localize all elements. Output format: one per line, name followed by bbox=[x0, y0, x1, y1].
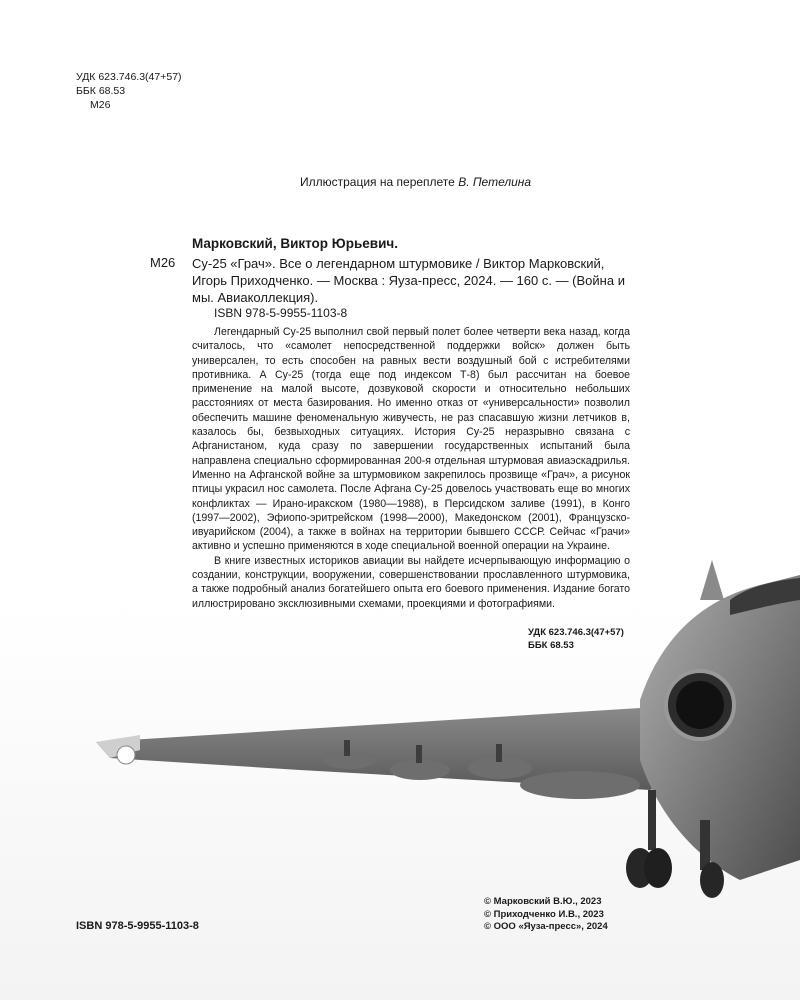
annotation bbox=[192, 325, 630, 611]
bbk-code: ББК 68.53 bbox=[76, 85, 126, 97]
isbn-bottom: ISBN 978-5-9955-1103-8 bbox=[76, 920, 199, 932]
copyright-line: © Приходченко И.В., 2023 bbox=[484, 908, 604, 920]
udk-block-top bbox=[76, 70, 182, 112]
copyright-line: © ООО «Яуза-пресс», 2024 bbox=[484, 921, 608, 932]
udk-code: УДК 623.746.3(47+57) bbox=[76, 71, 182, 83]
catalog-code: М26 bbox=[150, 255, 176, 270]
illustration-credit bbox=[300, 175, 531, 189]
udk-block-right bbox=[528, 626, 624, 652]
illustration-artist: В. Петелина bbox=[458, 175, 532, 189]
illustration-prefix: Иллюстрация на переплете bbox=[300, 175, 459, 189]
author-mark: М26 bbox=[90, 99, 111, 111]
bibliographic-entry: Су-25 «Грач». Все о легендарном штурмовике / Виктор Марковский, Игорь Приходченко. — Москва : Яуза-пресс, 2024. — 160 с. — (Война и мы. Авиаколлекция). bbox=[192, 256, 625, 305]
copyright-block bbox=[484, 896, 608, 934]
annotation-paragraph-2: В книге известных историков авиации вы найдете исчерпывающую информацию о создании, конструкции, вооружении, совершенствовании прославленного штурмовика, а также подробный анализ богатейшего опыта его боевого применения. Издание богато иллюстрировано эксклюзивными схемами, проекциями и фотографиями. bbox=[192, 554, 630, 610]
bbk-code-right: ББК 68.53 bbox=[528, 640, 574, 651]
annotation-paragraph-1: Легендарный Су-25 выполнил свой первый полет более четверти века назад, когда считалось, что «самолет непосредственной поддержки войск» должен быть универсален, то есть способен на равных вести воздушный бой с истребителями противника. А Су-25 (тогда еще под индексом Т-8) был рассчитан на боевое применение на малой высоте, дозвуковой скорости и относительно небольших расстояниях от места базирования. Но именно отказ от «универсальности» позволил обеспечить машине феноменальную живучесть, не раз спасавшую жизни летчиков в, казалось бы, безвыходных ситуациях. История Су-25 неразрывно связана с Афганистаном, куда сразу по завершении государственных испытаний была направлена специально сформированная 200-я отдельная штурмовая авиаэскадрилья. Именно на Афганской войне за штурмовиком закрепилось прозвище «Грач», а рисунок птицы украсил нос самолета. После Афгана Су-25 довелось участвовать еще во многих конфликтах — Ирано-иракском (1980—1988), в Персидском заливе (1991), в Конго (1997—2002), Эфиопо-эритрейском (1998—2000), Македонском (2001), Французско-ивуарийском (2004), а также в войнах на территории бывшего СССР. Сейчас «Грачи» активно и успешно применяются в ходе специальной военной операции на Украине. bbox=[192, 326, 630, 553]
author-heading: Марковский, Виктор Юрьевич. bbox=[192, 236, 398, 251]
udk-code-right: УДК 623.746.3(47+57) bbox=[528, 627, 624, 638]
isbn-line: ISBN 978-5-9955-1103-8 bbox=[214, 306, 348, 320]
copyright-line: © Марковский В.Ю., 2023 bbox=[484, 896, 602, 907]
